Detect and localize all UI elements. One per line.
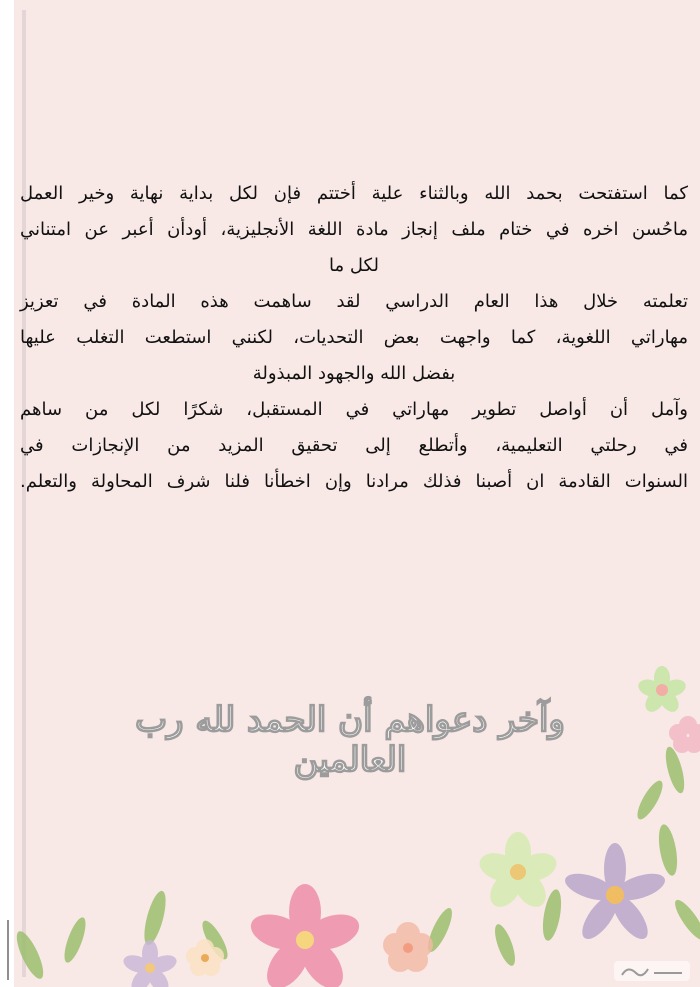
paragraph-3 xyxy=(20,392,688,500)
closing-calligraphy xyxy=(110,686,590,780)
paragraph-line: في رحلتي التعليمية، وأتطلع إلى تحقيق المزيد من الإنجازات في xyxy=(20,435,688,456)
paragraph-2 xyxy=(20,284,688,392)
paragraph-line: لكل ما xyxy=(329,255,379,276)
paragraph-line: كما استفتحت بحمد الله وبالثناء علية أختتم فإن لكل بداية نهاية وخير العمل xyxy=(20,183,688,204)
paragraph-1 xyxy=(20,176,688,284)
paragraph-line: بفضل الله والجهود المبذولة xyxy=(252,363,456,384)
document-page xyxy=(14,0,700,987)
paragraph-line: وآمل أن أواصل تطوير مهاراتي في المستقبل، شكرًا لكل من ساهم xyxy=(20,399,688,420)
paragraph-line: ماحُسن اخره في ختام ملف إنجاز مادة اللغة الأنجليزية، أودأن أعبر عن امتناني xyxy=(20,219,688,240)
paragraph-line: تعلمته خلال هذا العام الدراسي لقد ساهمت هذه المادة في تعزيز xyxy=(20,291,688,312)
closing-letter xyxy=(20,176,688,500)
paragraph-line: السنوات القادمة ان أصبنا فذلك مرادنا وإن اخطأنا فلنا شرف المحاولة والتعلم. xyxy=(20,471,688,492)
watermark-logo xyxy=(614,959,690,983)
paragraph-line: مهاراتي اللغوية، كما واجهت بعض التحديات، لكنني استطعت التغلب عليها xyxy=(20,327,688,348)
calligraphy-text: وآخر دعواهم أن الحمد لله رب العالمين xyxy=(135,700,565,780)
